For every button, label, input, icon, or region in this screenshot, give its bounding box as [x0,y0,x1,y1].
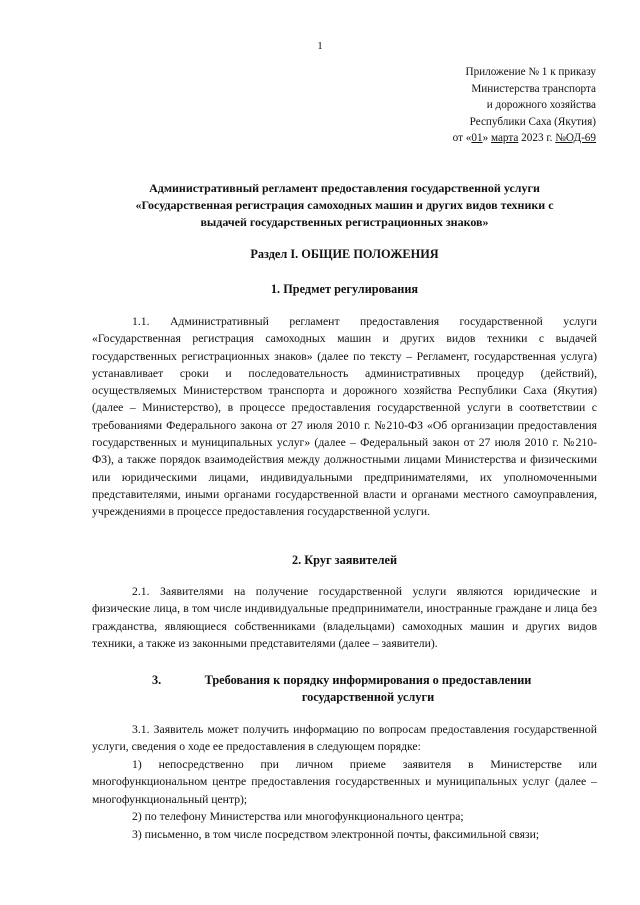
subsection-heading-3 [92,672,597,706]
order-day: 01 [471,132,483,145]
date-mid: » [482,132,491,145]
title-line: Административный регламент предоставления государственной услуги [149,181,540,195]
heading-line: государственной услуги [301,690,435,704]
subsection-number: 3. [152,673,162,687]
heading-line: Требования к порядку информирования о предоставлении [204,673,532,687]
document-title [92,180,597,230]
title-line: «Государственная регистрация самоходных машин и других видов техники с [135,197,554,212]
list-item: 3) письменно, в том числе посредством электронной почты, факсимильной связи; [132,828,540,841]
section-heading: Раздел I. ОБЩИЕ ПОЛОЖЕНИЯ [250,247,439,261]
paragraph-3-1: 3.1. Заявитель может получить информацию по вопросам предоставления государственной услуги, сведения о ходе ее предоставления в следующем порядке: [92,723,597,754]
paragraph-1-1: 1.1. Административный регламент предоставления государственной услуги «Государственная регистрация самоходных машин и других видов техники с выдачей государственных регистрационных знаков» (далее по тексту – Регламент, государственная услуга) устанавливает сроки и последовательность административных процедур (действий), осуществляемых Министерством транспорта и дорожного хозяйства Республики Саха (Якутия) (далее – Министерство), в процессе предоставления государственной услуги в соответствии с требованиями Федерального закона от 27 июля 2010 г. №210-ФЗ «Об организации предоставления государственных и муниципальных услуг» (далее – Федеральный закон от 27 июля 2010 г. №210-ФЗ), а также порядок взаимодействия между должностными лицами Министерства и физическими или юридическими лицами, индивидуальными предпринимателями, их уполномоченными представителями, иными органами государственной власти и органами местного самоуправления, учреждениями в процессе предоставления государственной услуги. [92,315,597,519]
appendix-date-line [336,130,596,147]
order-number: №ОД-69 [555,132,596,145]
appendix-line: Республики Саха (Якутия) [469,115,596,128]
page-number: 1 [317,40,323,52]
appendix-line: и дорожного хозяйства [486,99,596,112]
list-item: 1) непосредственно при личном приеме заявителя в Министерстве или многофункциональном центре предоставления государственных и муниципальных услуг (далее – многофункциональный центр); [92,758,597,806]
order-month: марта [490,132,519,145]
list-item: 2) по телефону Министерства или многофункционального центра; [132,810,464,823]
appendix-line: Министерства транспорта [471,82,596,95]
date-prefix: от « [452,132,472,145]
appendix-block [336,64,596,147]
order-year: 2023 г. [518,132,556,145]
appendix-line: Приложение № 1 к приказу [465,66,596,78]
subsection-heading: 2. Круг заявителей [291,553,398,567]
title-line: выдачей государственных регистрационных знаков» [200,214,489,229]
paragraph-2-1: 2.1. Заявителями на получение государственной услуги являются юридические и физические лица, в том числе индивидуальные предприниматели, иностранные граждане и лица без гражданства, являющиеся собственниками (владельцами) самоходных машин и других видов техники, а также из законными представителями (далее – заявители). [92,585,597,650]
subsection-heading: 1. Предмет регулирования [270,282,419,296]
